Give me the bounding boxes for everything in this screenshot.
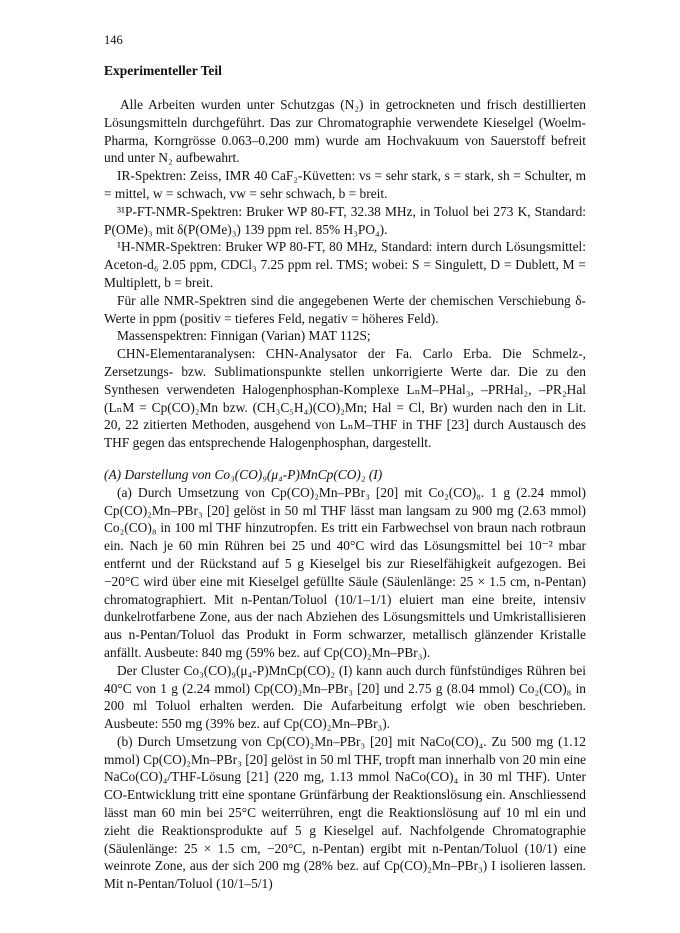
paragraph-nmr-note: Für alle NMR-Spektren sind die angegebenen Werte der chemischen Verschiebung δ-Werte in ppm (positiv = tieferes Feld, negativ = höheres Feld). bbox=[104, 292, 586, 326]
page-number: 146 bbox=[104, 33, 123, 47]
paragraph-mass-spec: Massenspektren: Finnigan (Varian) MAT 112S; bbox=[117, 328, 371, 344]
paragraph-p-nmr: ³¹P-FT-NMR-Spektren: Bruker WP 80-FT, 32.38 MHz, in Toluol bei 273 K, Standard: P(OMe)₃ mit δ(P(OMe)₃) 139 ppm rel. 85% H₃PO₄). bbox=[104, 203, 586, 237]
subsection-heading-text: (A) Darstellung von Co₃(CO)₉(μ₄-P)MnCp(CO)₂ (I) bbox=[104, 466, 383, 482]
paragraph-general: Alle Arbeiten wurden unter Schutzgas (N₂) in getrockneten und frisch destillierten Lösungsmitteln durchgeführt. Das zur Chromatographie verwendete Kieselgel (Woelm-Pharma, Korngrösse 0.063–0.200 mm) wurde am Hochvakuum von Sauerstoff befreit und unter N₂ aufbewahrt. bbox=[104, 97, 586, 166]
paragraph-chn: CHN-Elementaranalysen: CHN-Analysator der Fa. Carlo Erba. Die Schmelz-, Zersetzungs- bzw. Sublimationspunkte stellen unkorrigierte Werte dar. Die zu den Synthesen verwendeten Halogenphosphan-Komplexe LₙM–PHal₃, –PRHal₂, –PR₂Hal (LₙM = Cp(CO)₂Mn bzw. (CH₃C₅H₄)(CO)₂Mn; Hal = Cl, Br) wurden nach den in Lit. 20, 22 zitierten Methoden, ausgehend von LₙM–THF in THF [23] durch Austausch des THF gegen das entsprechende Halogenphosphan, dargestellt. bbox=[104, 346, 586, 451]
paragraph-method-b: (b) Durch Umsetzung von Cp(CO)₂Mn–PBr₃ [20] mit NaCo(CO)₄. Zu 500 mg (1.12 mmol) Cp(CO)₂Mn–PBr₃ [20] gelöst in 50 ml THF, tropft man innerhalb von 20 min eine NaCo(CO)₄/THF-Lösung [21] (220 mg, 1.13 mmol NaCo(CO)₄ in 30 ml THF). Unter CO-Entwicklung tritt eine spontane Grünfärbung der Reaktionslösung ein. Anschliessend lässt man 60 min bei 25°C weiterrühren, engt die Reaktionslösung auf 10 ml ein und zieht die Reaktionsprodukte auf 5 g Kieselgel auf. Nachfolgende Chromatographie (Säulenlänge: 25 × 1.5 cm, −20°C, n-Pentan) ergibt mit n-Pentan/Toluol (10/1) eine weinrote Zone, aus der sich 200 mg (28% bez. auf Cp(CO)₂Mn–PBr₃) I isolieren lassen. Mit n-Pentan/Toluol (10/1–5/1) bbox=[104, 733, 586, 892]
paragraph-cluster: Der Cluster Co₃(CO)₉(μ₄-P)MnCp(CO)₂ (I) kann auch durch fünfstündiges Rühren bei 40°C von 1 g (2.24 mmol) Cp(CO)₂Mn–PBr₃ [20] und 2.75 g (8.04 mmol) Co₂(CO)₈ in 200 ml Toluol erhalten werden. Die Aufarbeitung erfolgt wie oben beschrieben. Ausbeute: 550 mg (39% bez. auf Cp(CO)₂Mn–PBr₃). bbox=[104, 662, 586, 732]
section-title: Experimenteller Teil bbox=[104, 63, 222, 78]
paragraph-h-nmr: ¹H-NMR-Spektren: Bruker WP 80-FT, 80 MHz, Standard: intern durch Lösungsmittel: Aceton-d₆ 2.05 ppm, CDCl₃ 7.25 ppm rel. TMS; wobei: S = Singulett, D = Dublett, M = Multiplett, b = breit. bbox=[104, 239, 586, 290]
paragraph-ir: IR-Spektren: Zeiss, IMR 40 CaF₂-Küvetten: vs = sehr stark, s = stark, sh = Schulter, m = mittel, w = schwach, vw = sehr schwach, b = breit. bbox=[104, 168, 586, 201]
body-text bbox=[104, 96, 586, 893]
paragraph-method-a: (a) Durch Umsetzung von Cp(CO)₂Mn–PBr₃ [20] mit Co₂(CO)₈. 1 g (2.24 mmol) Cp(CO)₂Mn–PBr₃ [20] gelöst in 50 ml THF lässt man langsam zu 900 mg (2.63 mmol) Co₂(CO)₈ in 100 ml THF hinzutropfen. Es tritt ein Farbwechsel von braun nach rotbraun ein. Nach je 60 min Rühren bei 25 und 40°C wird das Lösungsmittel bei 10⁻² mbar entfernt und der Rückstand auf 5 g Kieselgel bis zur Rieselfähigkeit aufgezogen. Bei −20°C wird über eine mit Kieselgel gefüllte Säule (Säulenlänge: 25 × 1.5 cm, n-Pentan) chromatographiert. Mit n-Pentan/Toluol (10/1–1/1) eluiert man eine breite, intensiv dunkelrotfarbene Zone, aus der nach Abziehen des Lösungsmittels und Umkristallisieren aus n-Pentan/Toluol das Produkt in Form schwarzer, metallisch glänzender Kristalle anfällt. Ausbeute: 840 mg (59% bez. auf Cp(CO)₂Mn–PBr₃). bbox=[104, 484, 586, 660]
subsection-heading bbox=[104, 466, 586, 484]
